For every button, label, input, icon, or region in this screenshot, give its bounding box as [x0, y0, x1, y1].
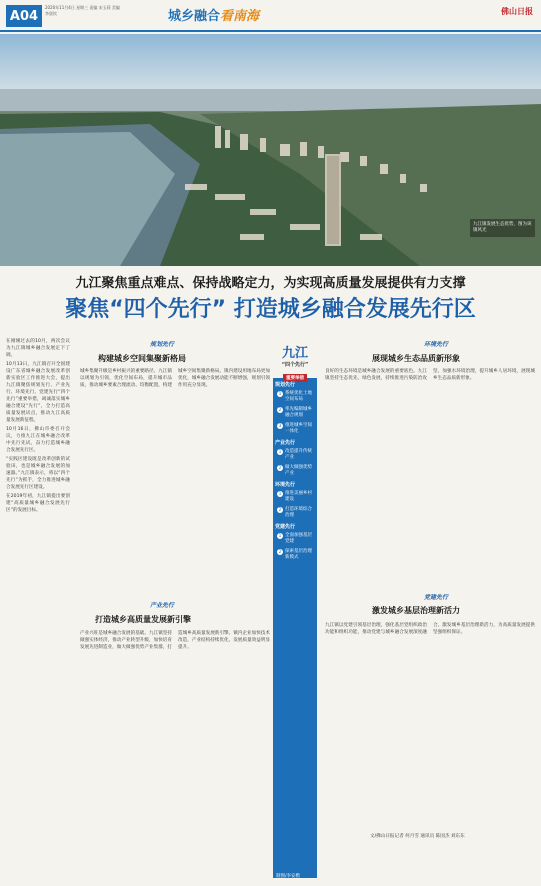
- page-header: [0, 0, 541, 36]
- headline-subtitle: 九江聚焦重点难点、保持战略定力，为实现高质量发展提供有力支撑: [75, 276, 466, 291]
- section-tag-party: 党建先行: [424, 594, 449, 601]
- section-title-environment: 展现城乡生态品质新形象: [372, 354, 460, 363]
- sidebar-item: [273, 530, 317, 546]
- section-text-planning: 城乡集聚升级是乡村振兴的重要路径。九江镇以规划为引领，优化空间布局，提升城市品质，推动城乡要素合理流动、均衡配置，构建城乡空间集聚新格局。镇内建设用地布局更加优化，城乡融合发展动能不断增强，规划引领作用充分显现。: [80, 369, 270, 388]
- sidebar-group: [273, 436, 317, 478]
- sidebar-item-label: 全面加强基层党建: [285, 533, 312, 544]
- sidebar-item-label: 做大做强优势产业: [285, 465, 312, 476]
- sidebar-item: [273, 546, 317, 562]
- sidebar-item: [273, 388, 317, 404]
- intro-column: [6, 338, 70, 878]
- column-title: [168, 5, 259, 24]
- intro-paragraph: “实践区建设既是改革创新的试验田，也是城乡融合发展的加速器。”九江镇表示，将以“四个先行”为抓手，全力推进城乡融合发展先行区建设。: [6, 457, 70, 490]
- sidebar-item: [273, 504, 317, 520]
- sidebar-group-title: 产业先行: [275, 440, 296, 446]
- sidebar-group: [273, 478, 317, 520]
- aerial-photo: [0, 34, 541, 266]
- intro-paragraph: 在2019年初，九江镇提出要创建“高质量城乡融合发展先行区”的发展目标。: [6, 494, 70, 513]
- sidebar-group-title: 党建先行: [275, 524, 296, 530]
- section-body-party: [325, 622, 535, 827]
- sidebar-item-label: 推进城乡空间一体化: [285, 423, 312, 434]
- item-number-icon: 1: [278, 391, 282, 396]
- section-text-party: 九江镇以党建引领基层治理，强化基层党组织政治功能和组织功能，推动党建与城乡融合发展深度融合，激发城乡基层治理新活力，为高质量发展提供坚强组织保证。: [325, 623, 535, 635]
- intro-paragraph: 10月13日，九江镇召开全国建设广东省城乡融合发展改革创新实验区工作推进大会，提出九江镇聚焦规划先行、产业先行、环境先行、党建先行“四个先行”重要举措，竭诚落实城乡融合建设“先行”，全力打造高质量发展试点，推动九江高质量发展新征程。: [6, 362, 70, 423]
- item-number-icon: 1: [278, 449, 282, 454]
- sidebar-item: [273, 488, 317, 504]
- sidebar-item-label: 系统优化土地空间布局: [285, 391, 312, 402]
- sidebar-town: 九江: [281, 346, 308, 361]
- editor-credit: 制图/李安楷: [276, 874, 301, 879]
- sidebar-item: [273, 420, 317, 436]
- headline-main: 聚焦“四个先行” 打造城乡融合发展先行区: [65, 297, 476, 322]
- column-title-accent: 看南海: [220, 9, 260, 24]
- section-title-planning: 构建城乡空间集聚新格局: [98, 354, 186, 363]
- item-number-icon: 2: [278, 507, 282, 512]
- issue-info: 2020年11月4日 星期三 责编 宋玉莉 美编 李贤钦: [45, 5, 120, 16]
- section-tag-industry: 产业先行: [150, 602, 175, 609]
- item-number-icon: 2: [278, 407, 282, 412]
- sidebar-group-title: 环境先行: [275, 482, 296, 488]
- aerial-photo-illustration: [0, 34, 541, 266]
- sidebar-badge: 重要举措: [283, 374, 307, 382]
- sidebar-item: [273, 404, 317, 420]
- sidebar-group: [273, 520, 317, 562]
- sidebar-item-label: 推进美丽乡村建设: [285, 491, 312, 502]
- column-title-main: 城乡融合: [168, 9, 221, 24]
- sidebar-header: [273, 338, 317, 381]
- page-number: A04: [6, 5, 42, 27]
- item-number-icon: 1: [278, 533, 282, 538]
- section-body-planning: [80, 368, 270, 588]
- section-body-industry: [80, 630, 270, 878]
- section-title-party: 激发城乡基层治理新活力: [372, 606, 460, 615]
- section-tag-planning: 规划先行: [150, 341, 175, 348]
- byline: 文/佛山日报记者 何月雪 通讯员 陈国杰 刘东东: [370, 834, 465, 839]
- sidebar-item-label: 探索基层治理新模式: [285, 549, 312, 560]
- header-rule: [0, 30, 541, 32]
- sidebar-group: [273, 378, 317, 436]
- section-title-industry: 打造城乡高质量发展新引擎: [95, 615, 191, 624]
- sidebar-item: [273, 462, 317, 478]
- intro-paragraph: 在刚刚过去的10月，两次会议为九江镇城乡融合发展定下了调。: [6, 339, 70, 358]
- item-number-icon: 2: [278, 465, 282, 470]
- sidebar-item-label: 打造环境综合治理: [285, 507, 312, 518]
- sidebar-group-title: 规划先行: [275, 382, 296, 388]
- sidebar-motto: “四个先行”: [281, 362, 309, 368]
- sidebar-item-label: 改造提升传统产业: [285, 449, 312, 460]
- section-body-environment: [325, 368, 535, 588]
- section-tag-environment: 环境先行: [424, 341, 449, 348]
- section-text-environment: 良好的生态环境是城乡融合发展的重要底色。九江镇坚持生态优先、绿色发展，持续推进污染防治攻坚，加强水环境治理，提升城乡人居环境，展现城乡生态品质新形象。: [325, 369, 535, 381]
- key-measures-sidebar: [273, 338, 317, 878]
- item-number-icon: 3: [278, 423, 282, 428]
- section-text-industry: 产业兴旺是城乡融合发展的基础。九江镇坚持做强实体经济，推动产业转型升级，加快培育发展先进制造业，做大做强优势产业集群，打造城乡高质量发展新引擎。镇内企业加快技术改造，产业结构持续优化，发展质量效益明显提升。: [80, 631, 270, 650]
- item-number-icon: 1: [278, 491, 282, 496]
- sidebar-item: [273, 446, 317, 462]
- item-number-icon: 2: [278, 549, 282, 554]
- newspaper-logo: 佛山日报: [501, 7, 533, 16]
- sidebar-item-label: 率先编制城乡融合规划: [285, 407, 312, 418]
- photo-caption: 九江镇发展生态优势，图为该镇风光: [470, 219, 535, 237]
- intro-paragraph: 10月16日，佛山市委召开会议，力推九江在城乡融合改革中先行先试，奋力打造城乡融合发展先行区。: [6, 427, 70, 453]
